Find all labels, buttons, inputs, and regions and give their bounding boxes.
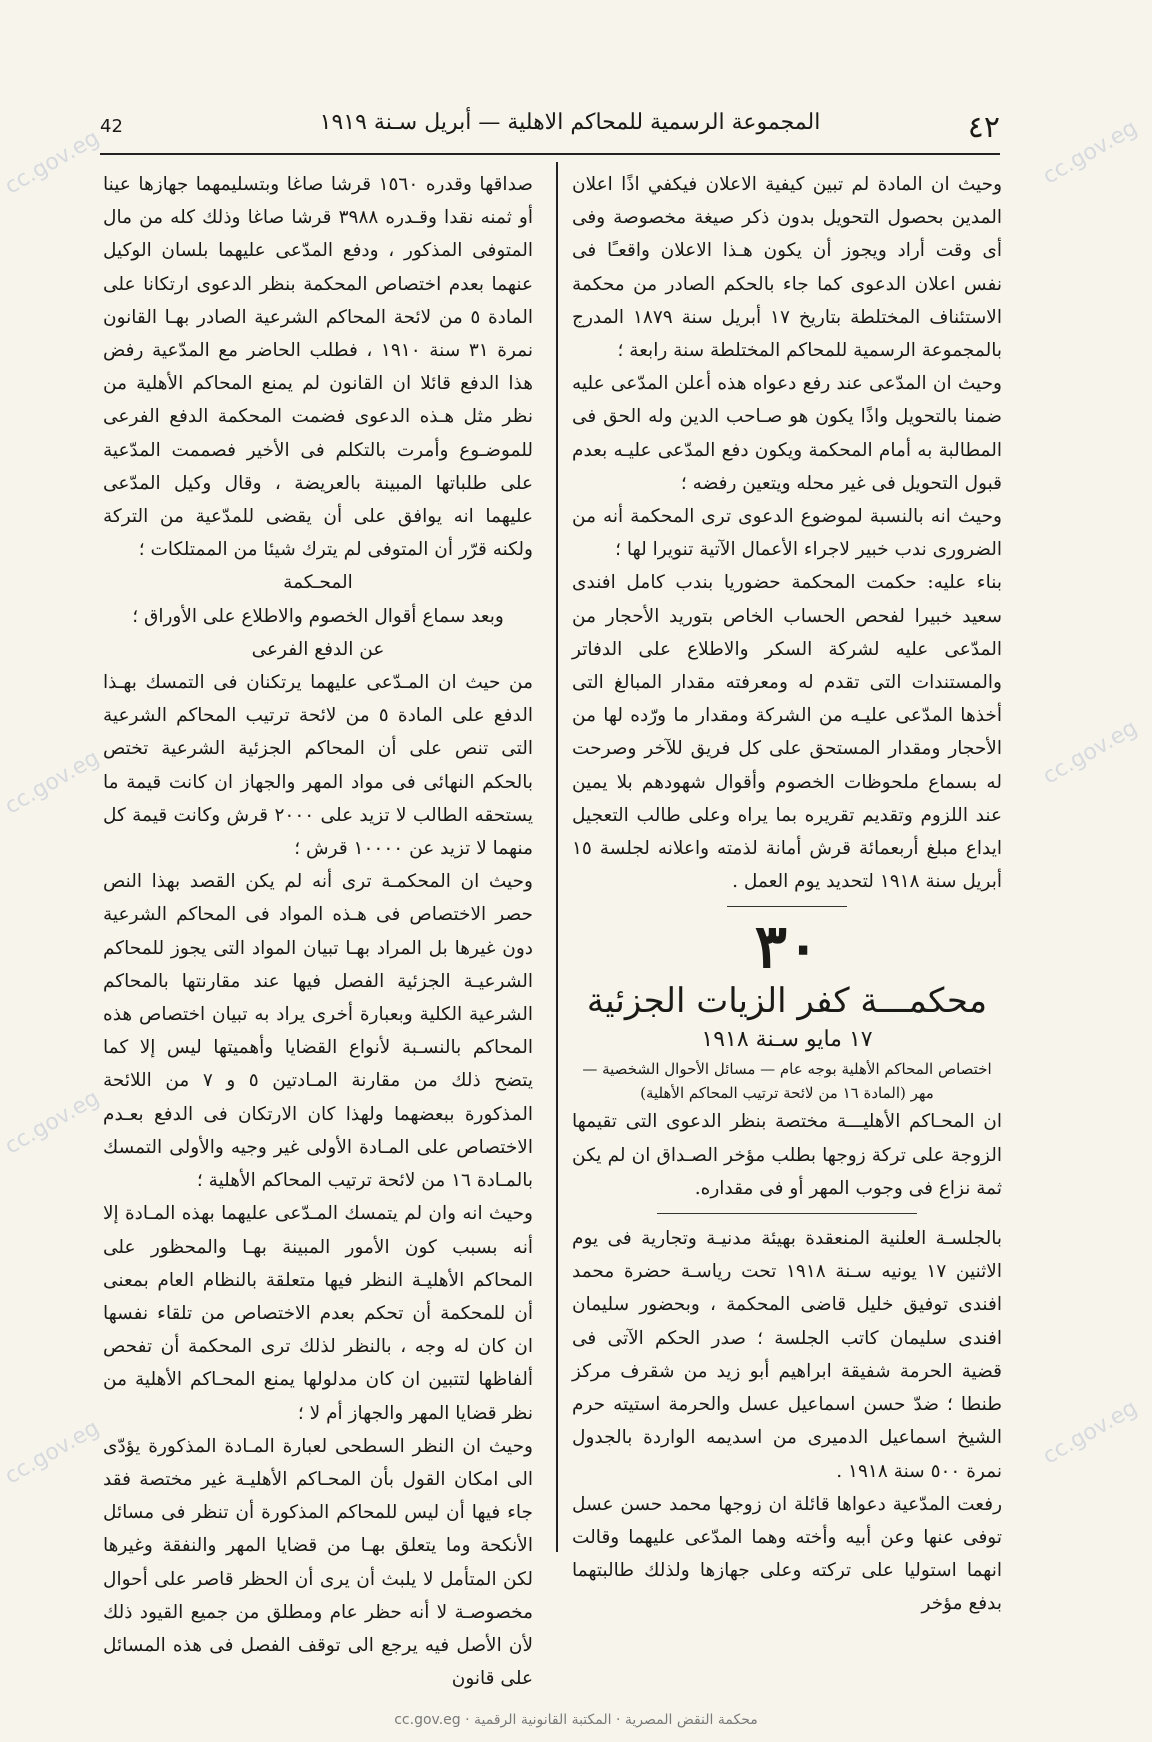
case-summary: اختصاص المحاكم الأهلية بوجه عام — مسائل الأحوال الشخصية — مهر (المادة ١٦ من لائحة ترتيب المحاكم الأهلية) xyxy=(582,1060,992,1103)
case-number: ٣٠ xyxy=(754,912,820,983)
paragraph: وحيث ان المادة لم تبين كيفية الاعلان فيكفي اذًا اعلان المدين بحصول التحويل بدون ذكر صيغة مخصوصة وفى أى وقت أراد ويجوز أن يكون هـذا الاعلان واقعـًا فى نفس اعلان الدعوى كما جاء بالحكم الصادر من محكمة الاستئناف المختلطة بتاريخ ١٧ أبريل سنة ١٨٧٩ المدرج بالمجموعة الرسمية للمحاكم المختلطة سنة رابعة ؛ xyxy=(572,174,1002,362)
column-divider xyxy=(556,162,558,1552)
paragraph: بناء عليه: حكمت المحكمة حضوريا بندب كامل افندى سعيد خبيرا لفحص الحساب الخاص بتوريد الأحجار من المدّعى عليه لشركة السكر والاطلاع على الدفاتر والمستندات التى تقدم له ومعرفته مقدار المبالغ التى أخذها المدّعى عليـه من الشركة ومقدار ما ورّده لها من الأحجار ومقدار المستحق على كل فريق للآخر وصرحت له بسماع ملحوظات الخصوم وأقوال شهودهم بلا يمين عند اللزوم وتقديم تقريره بما يراه وعلى طالب التعجيل ايداع مبلغ أربعمائة قرش أمانة لذمته واعلانه لجلسة ١٥ أبريل سنة ١٩١٨ لتحديد يوم العمل . xyxy=(572,572,1002,893)
paragraph: وحيث ان المحكمـة ترى أنه لم يكن القصد بهذا النص حصر الاختصاص فى هـذه المواد فى المحاكم الشرعية دون غيرها بل المراد بهـا تبيان المواد التى يجوز للمحاكم الشرعيـة الجزئية الفصل فيها عند مقارنتها بالمحاكم الشرعية الكلية وبعبارة أخرى يراد به تبيان اختصاص هذه المحاكم بالنسـبة لأنواع القضايا وأهميتها ليس إلا كما يتضح ذلك من مقارنة المـادتين ٥ و ٧ من اللائحة المذكورة ببعضهما ولهذا كان الارتكان فى الدفع بعـدم الاختصاص على المـادة الأولى غير وجيه والأولى التمسك بالمـادة ١٦ من لائحة ترتيب المحاكم الأهلية ؛ xyxy=(103,871,533,1192)
paragraph: بالجلسـة العلنية المنعقدة بهيئة مدنيـة وتجارية فى يوم الاثنين ١٧ يونيه سـنة ١٩١٨ تحت رياسـة حضرة محمد افندى توفيق خليل قاضى المحكمة ، وبحضور سليمان افندى سليمان كاتب الجلسة ؛ صدر الحكم الآتى فى قضية الحرمة شفيقة ابراهيم أبو زيد من شقرف مركز طنطا ؛ ضدّ حسن اسماعيل عسل والحرمة استيته حرم الشيخ اسماعيل الدميرى من اسديمه الواردة بالجدول نمرة ٥٠٠ سنة ١٩١٨ . xyxy=(572,1228,1002,1482)
watermark: cc.gov.eg xyxy=(0,1085,104,1160)
paragraph: وحيث انه وان لم يتمسك المـدّعى عليهما بهذه المـادة إلا أنه بسبب كون الأمور المبينة بهـا والمحظور على المحاكم الأهليـة النظر فيها متعلقة بالنظام العام بمعنى أن للمحكمة أن تحكم بعدم الاختصاص من تلقاء نفسها ان كان له وجه ، بالنظر لذلك ترى المحكمة أن تفحص ألفاظها لتتبين ان كان مدلولها يمنع المحـاكم الأهلية من نظر قضايا المهر والجهاز أم لا ؛ xyxy=(103,1203,533,1424)
court-name: محكمـــة كفر الزيات الجزئية xyxy=(586,981,988,1022)
page-number-latin: 42 xyxy=(100,116,123,137)
paragraph: من حيث ان المـدّعى عليهما يرتكنان فى التمسك بهـذا الدفع على المادة ٥ من لائحة ترتيب المحاكم الشرعية التى تنص على أن المحاكم الجزئية الشرعية تختص بالحكم النهائى فى مواد المهر والجهاز ان كانت قيمة ما يستحقه الطالب لا تزيد على ٢٠٠٠ قرش وكانت قيمة كل منهما لا تزيد عن ١٠٠٠٠ قرش ؛ xyxy=(103,672,533,860)
watermark: cc.gov.eg xyxy=(1038,715,1142,790)
separator xyxy=(657,1213,917,1214)
section-title: المحـكمة xyxy=(283,572,353,594)
header-rule xyxy=(100,153,1000,155)
watermark: cc.gov.eg xyxy=(0,745,104,820)
legal-principle: ان المحـاكم الأهليـــة مختصة بنظر الدعوى التى تقيمها الزوجة على تركة زوجها بطلب مؤخر الصـداق ان لم يكن ثمة نزاع فى وجوب المهر أو فى مقداره. xyxy=(572,1111,1002,1199)
left-column xyxy=(103,168,533,1695)
footer-source: cc.gov.eg · محكمة النقض المصرية · المكتبة القانونية الرقمية xyxy=(394,1712,758,1728)
paragraph: رفعت المدّعية دعواها قائلة ان زوجها محمد حسن عسل توفى عنها وعن أبيه وأخته وهما المدّعى عليهما وقالت انهما استوليا على تركته وعلى جهازها ولذلك طالبتهما بدفع مؤخر xyxy=(572,1493,1002,1615)
subsection-title: عن الدفع الفرعى xyxy=(251,638,385,660)
page-header xyxy=(100,106,1000,152)
right-column xyxy=(572,168,1002,1621)
section-intro: وبعد سماع أقوال الخصوم والاطلاع على الأوراق ؛ xyxy=(132,605,504,627)
paragraph: وحيث انه بالنسبة لموضوع الدعوى ترى المحكمة أنه من الضرورى ندب خبير لاجراء الأعمال الآتية تنويرا لها ؛ xyxy=(572,506,1002,561)
watermark: cc.gov.eg xyxy=(1038,115,1142,190)
case-date: ١٧ مايو سـنة ١٩١٨ xyxy=(701,1027,873,1053)
paragraph: صداقها وقدره ١٥٦٠ قرشا صاغا وبتسليمهما جهازها عينا أو ثمنه نقدا وقـدره ٣٩٨٨ قرشا صاغا وذلك كله من مال المتوفى المذكور ، ودفع المدّعى عليهما بلسان الوكيل عنهما بعدم اختصاص المحكمة بنظر الدعوى ارتكانا على المادة ٥ من لائحة المحاكم الشرعية الصادر بهـا القانون نمرة ٣١ سنة ١٩١٠ ، فطلب الحاضر مع المدّعية رفض هذا الدفع قائلا ان القانون لم يمنع المحاكم الأهلية من نظر مثل هـذه الدعوى فضمت المحكمة الدفع الفرعى للموضـوع وأمرت بالتكلم فى الأخير فصممت المدّعية على طلباتها المبينة بالعريضة ، وقال وكيل المدّعى عليهما انه يوافق على أن يقضى للمدّعية من التركة ولكنه قرّر أن المتوفى لم يترك شيئا من الممتلكات ؛ xyxy=(103,174,534,561)
paragraph: وحيث ان المدّعى عند رفع دعواه هذه أعلن المدّعى عليه ضمنا بالتحويل واذًا يكون هو صـاحب الدين وله الحق فى المطالبة به أمام المحكمة ويكون دفع المدّعى عليـه بعدم قبول التحويل فى غير محله ويتعين رفضه ؛ xyxy=(572,373,1002,494)
watermark: cc.gov.eg xyxy=(1038,1395,1142,1470)
paragraph: وحيث ان النظر السطحى لعبارة المـادة المذكورة يؤدّى الى امكان القول بأن المحـاكم الأهليـة غير مختصة فقد جاء فيها أن ليس للمحاكم المذكورة أن تنظر فى مسائل الأنكحة وما يتعلق بهـا من قضايا المهر والنفقة وغيرها لكن المتأمل لا يلبث أن يرى أن الحظر قاصر على أحوال مخصوصـة لا أنه حظر عام ومطلق من جميع القيود ذلك لأن الأصل فيه يرجع الى توقف الفصل فى هذه المسائل على قانون xyxy=(103,1435,533,1690)
page-number-arabic: ٤٢ xyxy=(967,110,1000,145)
watermark: cc.gov.eg xyxy=(0,125,104,200)
separator xyxy=(727,906,847,907)
journal-title: المجموعة الرسمية للمحاكم الاهلية — أبريل سـنة ١٩١٩ xyxy=(319,110,821,135)
watermark: cc.gov.eg xyxy=(0,1415,104,1490)
